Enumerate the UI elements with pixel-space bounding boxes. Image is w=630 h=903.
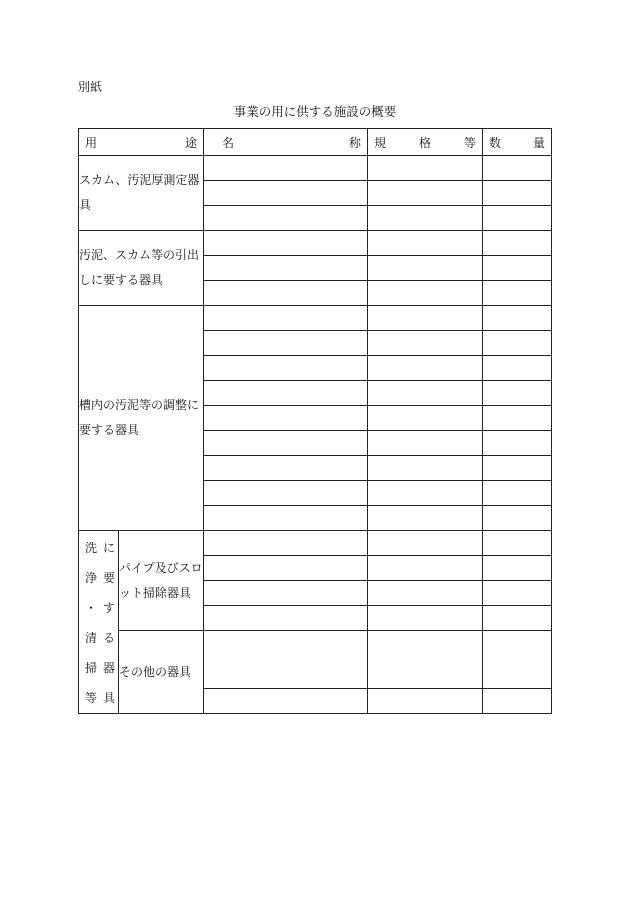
category-cleaning-vertical: [79, 531, 119, 714]
spec-cell: [368, 556, 483, 581]
name-cell: [204, 356, 368, 381]
document-title: 事業の用に供する施設の概要: [233, 104, 397, 119]
quantity-cell: [483, 481, 552, 506]
quantity-cell: [483, 631, 552, 689]
vertical-char: ・: [84, 601, 97, 615]
table-row: [79, 156, 552, 181]
quantity-cell: [483, 456, 552, 481]
header-use-char-2: 途: [184, 135, 197, 150]
attachment-label: 別紙: [78, 80, 103, 94]
header-spec: [368, 129, 483, 156]
vertical-char: 等: [84, 691, 97, 705]
spec-cell: [368, 256, 483, 281]
header-use: [79, 129, 204, 156]
name-cell: [204, 381, 368, 406]
category-scum-measuring: スカム、汚泥厚測定器具: [79, 156, 204, 231]
spec-cell: [368, 406, 483, 431]
name-cell: [204, 281, 368, 306]
name-cell: [204, 431, 368, 456]
name-cell: [204, 531, 368, 556]
name-cell: [204, 631, 368, 689]
vertical-char: 浄: [84, 571, 97, 585]
table-row: [79, 231, 552, 256]
header-name-char-2: 称: [348, 135, 361, 150]
spec-cell: [368, 156, 483, 181]
vertical-char: に: [102, 541, 115, 555]
name-cell: [204, 306, 368, 331]
header-use-char-1: 用: [85, 135, 98, 150]
quantity-cell: [483, 256, 552, 281]
quantity-cell: [483, 331, 552, 356]
header-quantity: [483, 129, 552, 156]
spec-cell: [368, 456, 483, 481]
spec-cell: [368, 306, 483, 331]
quantity-cell: [483, 231, 552, 256]
spec-cell: [368, 631, 483, 689]
spec-cell: [368, 231, 483, 256]
name-cell: [204, 331, 368, 356]
subcategory-other: その他の器具: [119, 631, 204, 714]
name-cell: [204, 606, 368, 631]
table-row: [79, 306, 552, 331]
spec-cell: [368, 606, 483, 631]
quantity-cell: [483, 306, 552, 331]
vertical-char: る: [102, 631, 115, 645]
table-row: [79, 531, 552, 556]
name-cell: [204, 556, 368, 581]
quantity-cell: [483, 531, 552, 556]
name-cell: [204, 206, 368, 231]
quantity-cell: [483, 556, 552, 581]
spec-cell: [368, 689, 483, 714]
quantity-cell: [483, 181, 552, 206]
name-cell: [204, 506, 368, 531]
quantity-cell: [483, 356, 552, 381]
facility-table: [78, 128, 552, 714]
vertical-char: 清: [84, 631, 97, 645]
spec-cell: [368, 281, 483, 306]
spec-cell: [368, 431, 483, 456]
header-spec-char-2: 格: [418, 135, 431, 150]
header-spec-char-3: 等: [463, 135, 476, 150]
header-qty-char-2: 量: [532, 135, 545, 150]
header-name: [204, 129, 368, 156]
vertical-label-col1: [82, 531, 97, 713]
vertical-label-col2: [103, 531, 115, 713]
quantity-cell: [483, 206, 552, 231]
name-cell: [204, 406, 368, 431]
header-qty-char-1: 数: [489, 135, 502, 150]
category-tank-adjustment: 槽内の汚泥等の調整に要する器具: [79, 306, 204, 531]
vertical-char: 洗: [84, 541, 97, 555]
spec-cell: [368, 331, 483, 356]
name-cell: [204, 231, 368, 256]
name-cell: [204, 256, 368, 281]
quantity-cell: [483, 689, 552, 714]
quantity-cell: [483, 406, 552, 431]
quantity-cell: [483, 281, 552, 306]
vertical-char: 具: [102, 691, 115, 705]
name-cell: [204, 156, 368, 181]
quantity-cell: [483, 581, 552, 606]
spec-cell: [368, 481, 483, 506]
name-cell: [204, 181, 368, 206]
quantity-cell: [483, 506, 552, 531]
quantity-cell: [483, 606, 552, 631]
quantity-cell: [483, 431, 552, 456]
category-sludge-extraction: 汚泥、スカム等の引出しに要する器具: [79, 231, 204, 306]
vertical-char: 器: [102, 661, 115, 675]
spec-cell: [368, 506, 483, 531]
vertical-char: す: [102, 601, 115, 615]
spec-cell: [368, 181, 483, 206]
header-row: [79, 129, 552, 156]
name-cell: [204, 481, 368, 506]
quantity-cell: [483, 156, 552, 181]
spec-cell: [368, 531, 483, 556]
name-cell: [204, 689, 368, 714]
header-spec-char-1: 規: [374, 135, 387, 150]
spec-cell: [368, 381, 483, 406]
quantity-cell: [483, 381, 552, 406]
spec-cell: [368, 206, 483, 231]
table-row: [79, 631, 552, 689]
vertical-char: 要: [102, 571, 115, 585]
subcategory-pipe-slot: パイプ及びスロット掃除器具: [119, 531, 204, 631]
spec-cell: [368, 356, 483, 381]
spec-cell: [368, 581, 483, 606]
vertical-char: 掃: [84, 661, 97, 675]
name-cell: [204, 456, 368, 481]
name-cell: [204, 581, 368, 606]
header-name-char-1: 名: [222, 135, 235, 150]
